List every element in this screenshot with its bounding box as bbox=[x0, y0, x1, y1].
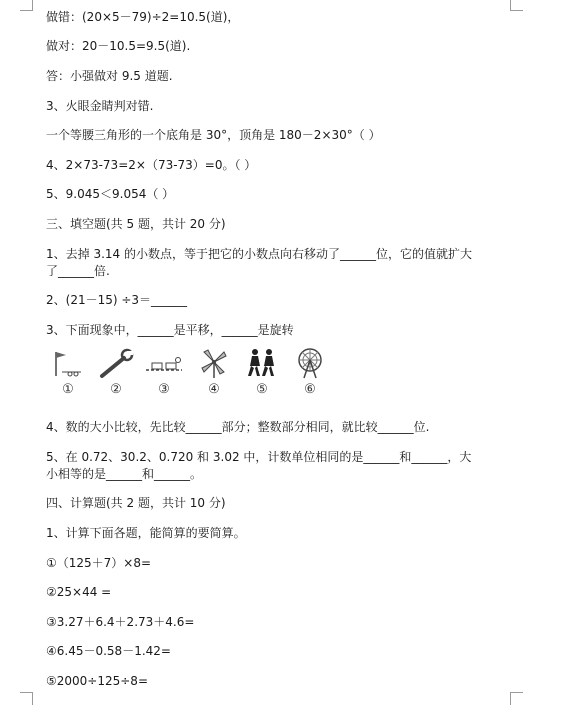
question-3-heading: 3、火眼金睛判对错. bbox=[46, 99, 154, 113]
fan-icon bbox=[194, 346, 234, 402]
flag-pulley-icon bbox=[48, 346, 88, 402]
calc-item-4: ④6.45－0.58－1.42= bbox=[46, 644, 171, 658]
calc-item-3: ③3.27＋6.4＋2.73＋4.6= bbox=[46, 615, 195, 629]
figure-label: ⑤ bbox=[256, 382, 268, 397]
figure-label: ④ bbox=[208, 382, 220, 397]
fill-question-5: 5、在 0.72、30.2、0.720 和 3.02 中，计数单位相同的是______和______，大 bbox=[46, 450, 472, 464]
figure-label: ③ bbox=[158, 382, 170, 397]
calc-instruction: 1、计算下面各题，能简算的要简算。 bbox=[46, 526, 246, 540]
page-corner-mark bbox=[20, 692, 33, 705]
ferris-wheel-icon bbox=[290, 346, 330, 402]
fill-question-2: 2、(21－15) ÷3＝______ bbox=[46, 293, 188, 307]
solution-right-line: 做对：20－10.5=9.5(道). bbox=[46, 39, 191, 53]
judge-item-5: 5、9.045＜9.054（ ） bbox=[46, 187, 175, 201]
page-corner-mark bbox=[20, 0, 33, 11]
section-title-calculation: 四、计算题(共 2 题，共计 10 分) bbox=[46, 496, 226, 510]
dancing-figures-icon bbox=[242, 346, 282, 402]
judge-item-4: 4、2×73-73=2×（73-73）=0。（ ） bbox=[46, 158, 257, 172]
motion-pictures-row bbox=[46, 346, 336, 402]
fill-question-5-cont: 小相等的是______和______。 bbox=[46, 467, 203, 481]
calc-item-5: ⑤2000÷125÷8= bbox=[46, 674, 148, 688]
fill-question-1-cont: 了______倍. bbox=[46, 264, 110, 278]
calc-item-1: ①（125＋7）×8= bbox=[46, 556, 152, 570]
wrench-icon bbox=[96, 346, 136, 402]
judge-item-triangle: 一个等腰三角形的一个底角是 30°，顶角是 180－2×30°（ ） bbox=[46, 128, 381, 142]
section-title-fill-in: 三、填空题(共 5 题，共计 20 分) bbox=[46, 217, 226, 231]
solution-wrong-line: 做错：(20×5－79)÷2=10.5(道)， bbox=[46, 10, 240, 24]
calc-item-2: ②25×44 = bbox=[46, 585, 112, 599]
figure-label: ⑥ bbox=[304, 382, 316, 397]
answer-line: 答：小强做对 9.5 道题. bbox=[46, 69, 173, 83]
fill-question-3: 3、下面现象中，______是平移，______是旋转 bbox=[46, 323, 294, 337]
sliding-rail-icon bbox=[144, 346, 184, 402]
figure-label: ① bbox=[62, 382, 74, 397]
fill-question-1: 1、去掉 3.14 的小数点，等于把它的小数点向右移动了______位，它的值就扩大 bbox=[46, 247, 472, 261]
page-corner-mark bbox=[510, 0, 523, 11]
figure-label: ② bbox=[110, 382, 122, 397]
fill-question-4: 4、数的大小比较，先比较______部分；整数部分相同，就比较______位. bbox=[46, 420, 430, 434]
page-corner-mark bbox=[510, 692, 523, 705]
